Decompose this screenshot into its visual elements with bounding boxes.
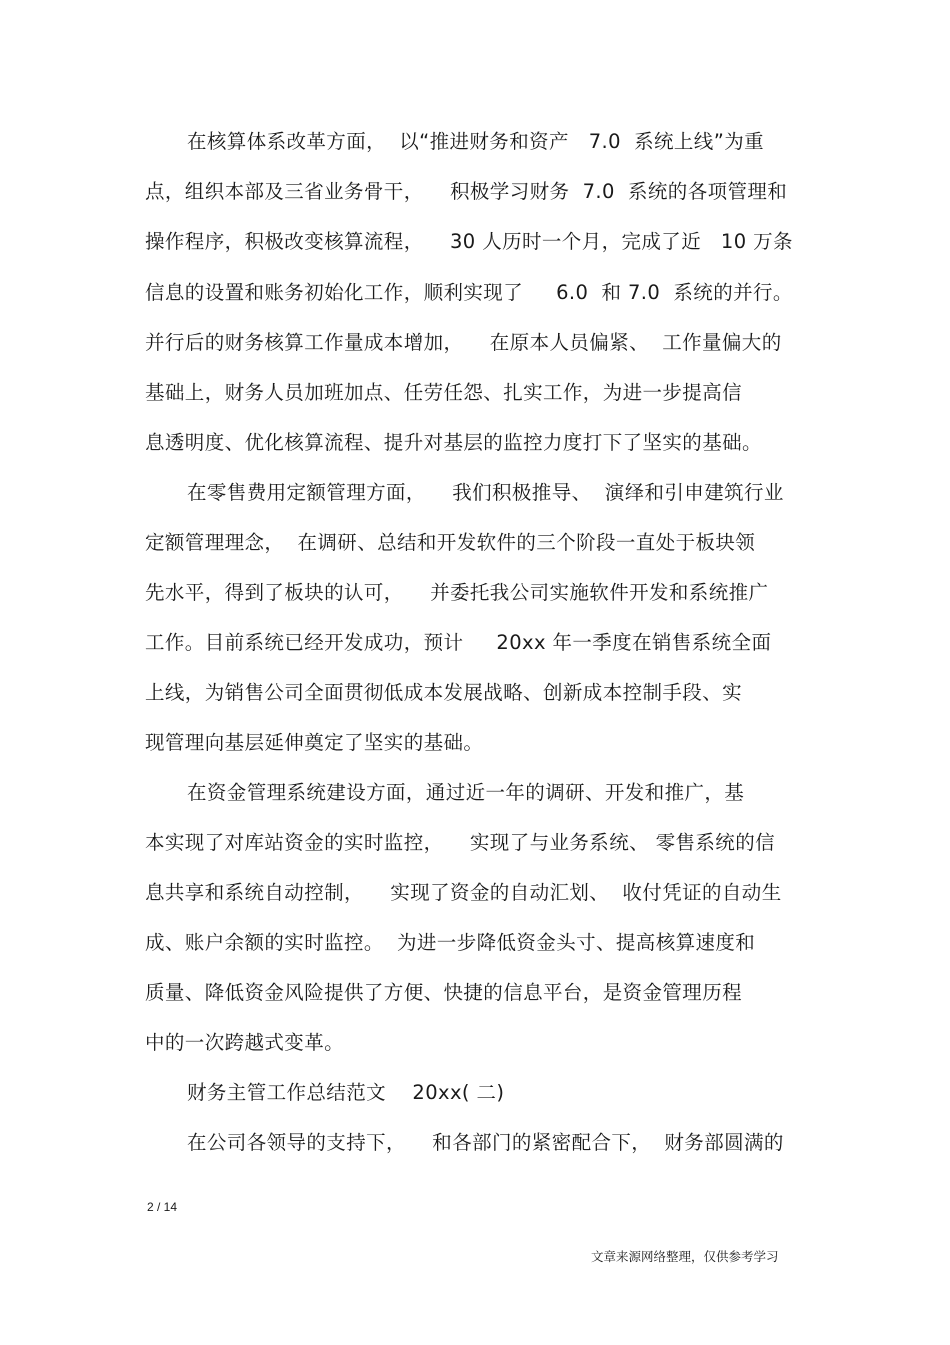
body-text-line: 在资金管理系统建设方面，通过近一年的调研、开发和推广，基 [187, 781, 745, 804]
body-text-line: 在核算体系改革方面， 以“推进财务和资产 7.0 系统上线”为重 [187, 130, 765, 153]
body-text-line: 点，组织本部及三省业务骨干， 积极学习财务 7.0 系统的各项管理和 [145, 180, 788, 203]
body-text-line: 在零售费用定额管理方面， 我们积极推导、 演绎和引申建筑行业 [187, 481, 784, 504]
section-heading: 财务主管工作总结范文 20xx( 二) [187, 1081, 505, 1104]
footer-note: 文章来源网络整理，仅供参考学习 [591, 1249, 779, 1264]
body-text-line: 上线，为销售公司全面贯彻低成本发展战略、创新成本控制手段、实 [145, 681, 743, 704]
body-text-line: 息透明度、优化核算流程、提升对基层的监控力度打下了坚实的基础。 [145, 431, 762, 454]
body-text-line: 质量、降低资金风险提供了方便、快捷的信息平台，是资金管理历程 [145, 981, 743, 1004]
body-text-line: 息共享和系统自动控制， 实现了资金的自动汇划、 收付凭证的自动生 [145, 881, 782, 904]
body-text-line: 先水平，得到了板块的认可， 并委托我公司实施软件开发和系统推广 [145, 581, 769, 604]
body-text-line: 定额管理理念， 在调研、总结和开发软件的三个阶段一直处于板块领 [145, 531, 756, 554]
body-text-line: 成、账户余额的实时监控。 为进一步降低资金头寸、提高核算速度和 [145, 931, 756, 954]
body-text-line: 操作程序，积极改变核算流程， 30 人历时一个月，完成了近 10 万条 [145, 230, 793, 253]
body-text-line: 本实现了对库站资金的实时监控， 实现了与业务系统、 零售系统的信 [145, 831, 775, 854]
page-number: 2 / 14 [147, 1200, 178, 1214]
body-text-line: 工作。目前系统已经开发成功，预计 20xx 年一季度在销售系统全面 [145, 631, 772, 654]
body-text-line: 现管理向基层延伸奠定了坚实的基础。 [145, 731, 484, 754]
body-text-line: 基础上，财务人员加班加点、任劳任怨、扎实工作，为进一步提高信 [145, 381, 743, 404]
body-text-line: 信息的设置和账务初始化工作，顺利实现了 6.0 和 7.0 系统的并行。 [145, 281, 793, 304]
body-text-line: 并行后的财务核算工作量成本增加， 在原本人员偏紧、 工作量偏大的 [145, 331, 782, 354]
body-text-line: 中的一次跨越式变革。 [145, 1031, 345, 1054]
body-text-line: 在公司各领导的支持下， 和各部门的紧密配合下， 财务部圆满的 [187, 1131, 784, 1154]
